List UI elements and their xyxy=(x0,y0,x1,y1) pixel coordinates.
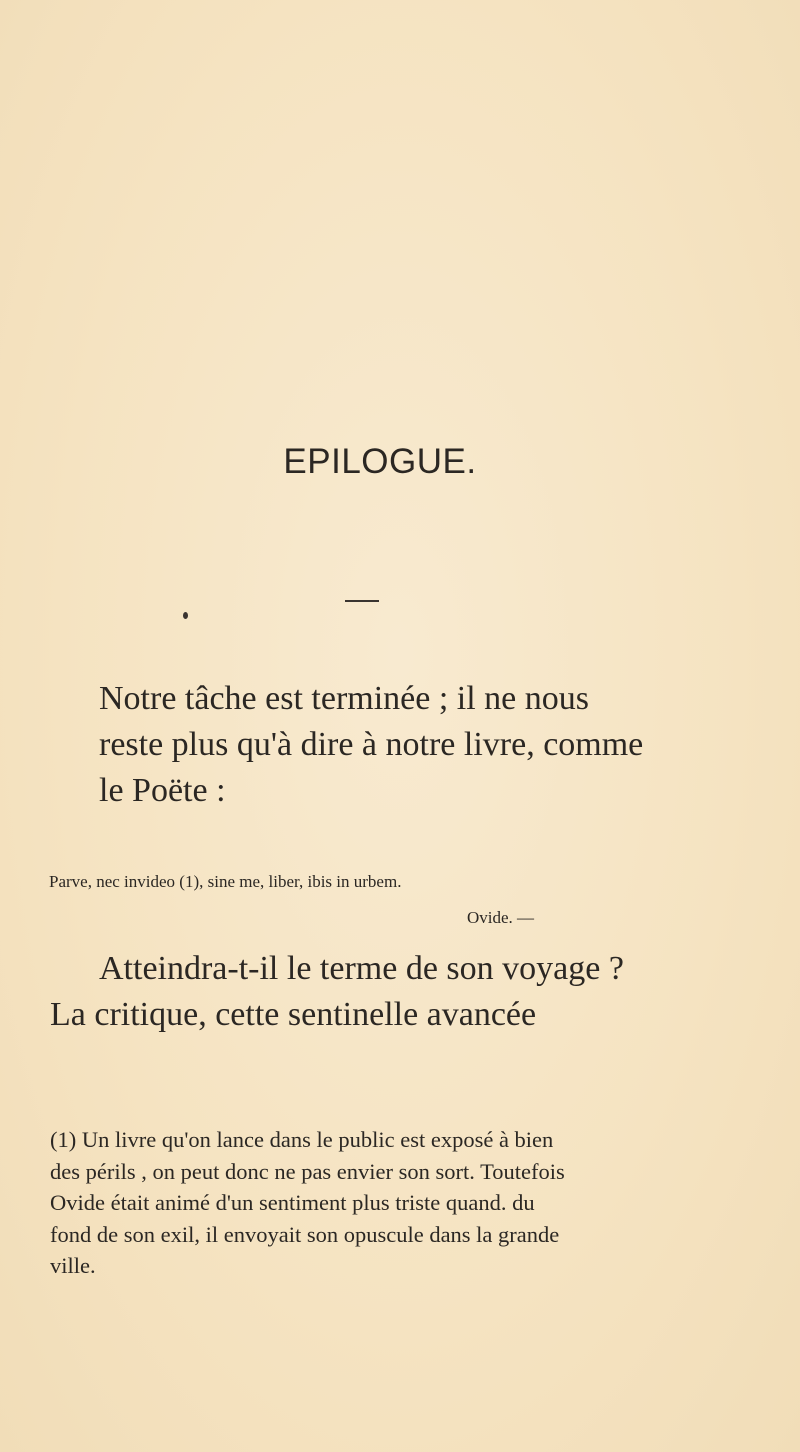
footnote-line: fond de son exil, il envoyait son opuscule dans la grande xyxy=(50,1221,560,1247)
latin-quotation xyxy=(49,870,749,930)
footnote xyxy=(50,1124,740,1282)
title-rule xyxy=(345,600,379,602)
paragraph-line: Atteindra-t-il le terme de son voyage ? xyxy=(99,950,624,987)
quotation-text: Parve, nec invideo (1), sine me, liber, ibis in urbem. xyxy=(49,872,402,891)
paragraph-line: La critique, cette sentinelle avancée xyxy=(50,996,537,1033)
footnote-line xyxy=(50,1124,740,1156)
second-paragraph xyxy=(50,946,740,1038)
quotation-author: Ovide. — xyxy=(467,908,535,927)
footnote-line: Ovide était animé d'un sentiment plus triste quand. du xyxy=(50,1190,535,1215)
footnote-marker: (1) xyxy=(50,1127,77,1152)
footnote-line: des périls , on peut donc ne pas envier son sort. Toutefois xyxy=(50,1158,565,1184)
footnote-text: Un livre qu'on lance dans le public est exposé à bien xyxy=(81,1127,554,1152)
page-title: EPILOGUE. xyxy=(283,442,477,481)
footnote-line: ville. xyxy=(50,1253,96,1278)
ink-speck xyxy=(183,612,188,619)
opening-paragraph xyxy=(50,676,740,814)
paragraph-line: Notre tâche est terminée ; il ne nous xyxy=(99,680,589,717)
paragraph-line: le Poëte : xyxy=(99,772,226,809)
paragraph-line: reste plus qu'à dire à notre livre, comme xyxy=(99,726,644,763)
